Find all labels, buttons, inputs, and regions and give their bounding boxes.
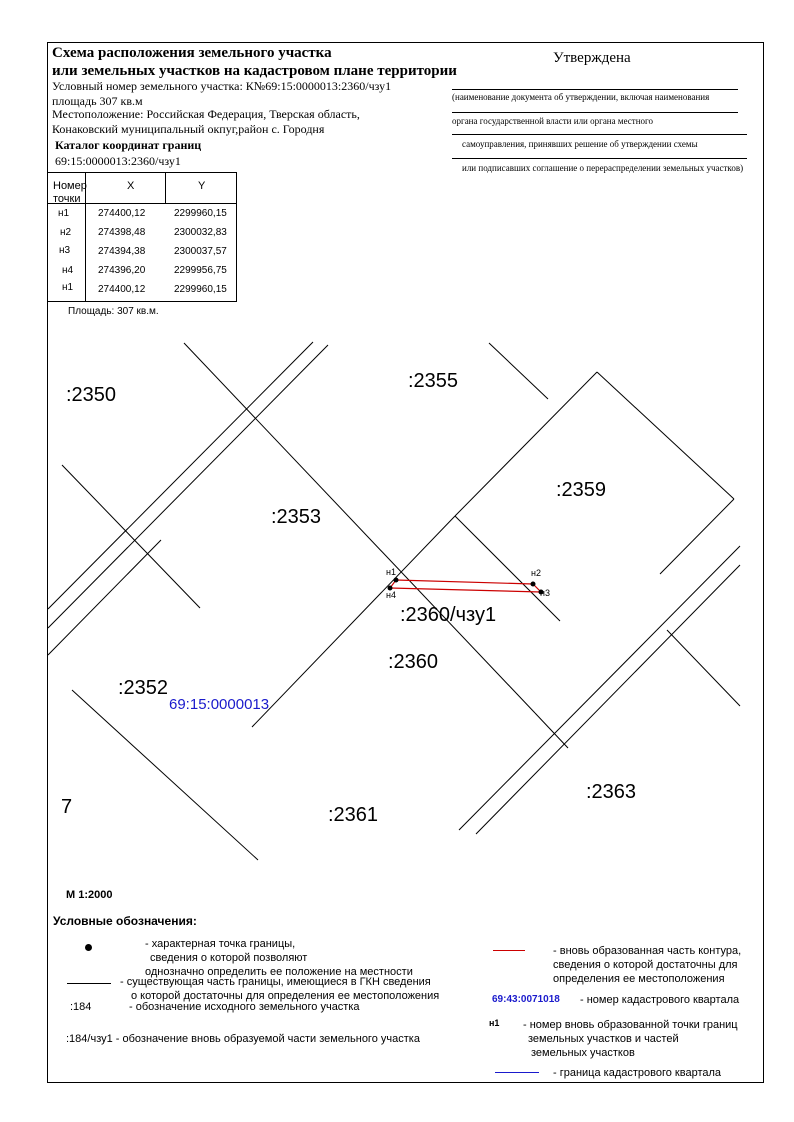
map-line xyxy=(48,342,313,609)
row-point: н3 xyxy=(59,245,71,256)
catalog-title: Каталог координат границ xyxy=(55,138,202,152)
legend-point-number-text: земельных участков xyxy=(531,1047,635,1059)
legend-existing-text: - существующая часть границы, имеющиеся в ГКН сведения xyxy=(120,976,431,988)
parcel-label: :2352 xyxy=(118,677,169,699)
legend-existing-symbol xyxy=(67,983,111,984)
map-line xyxy=(48,540,161,655)
legend-point-text: однозначно определить ее положение на местности xyxy=(145,966,413,978)
area-note: Площадь: 307 кв.м. xyxy=(68,306,159,317)
map-line xyxy=(535,713,568,748)
row-x: 274396,20 xyxy=(98,265,146,276)
parcel-label: :2360 xyxy=(388,651,439,673)
new-boundary-line xyxy=(390,588,541,592)
col-header-x: X xyxy=(127,180,135,192)
map-line xyxy=(184,343,535,713)
parcel-label: :2360/чзу1 xyxy=(400,604,497,626)
legend-red-symbol xyxy=(493,950,525,951)
point-label: н1 xyxy=(386,567,396,577)
col-header-number: Номер точки xyxy=(53,180,87,205)
legend-point-text: - характерная точка границы, xyxy=(145,938,296,950)
parcel-label: :2363 xyxy=(586,781,637,803)
legend-existing-text: о которой достаточны для определения ее местоположения xyxy=(131,990,440,1002)
conditional-number: Условный номер земельного участка: К№69:15:0000013:2360/чзу1 xyxy=(52,79,392,93)
title-line-2: или земельных участков на кадастровом плане территории xyxy=(52,63,457,79)
parcel-label: :2355 xyxy=(408,370,459,392)
legend-quarter-text: - номер кадастрового квартала xyxy=(580,994,740,1006)
row-x: 274400,12 xyxy=(98,284,146,295)
approval-note-3: самоуправления, принявших решение об утверждении схемы xyxy=(462,139,698,149)
row-point: н2 xyxy=(60,227,72,238)
legend-red-text: определения ее местоположения xyxy=(553,973,725,985)
legend-source-text: - обозначение исходного земельного участка xyxy=(129,1001,360,1013)
map-line xyxy=(62,465,200,608)
row-y: 2300032,83 xyxy=(174,227,227,238)
legend-point-number-text: земельных участков и частей xyxy=(528,1033,679,1045)
row-y: 2299956,75 xyxy=(174,265,227,276)
legend-point-number-text: - номер вновь образованной точки границ xyxy=(523,1019,738,1031)
boundary-point xyxy=(394,578,399,583)
row-y: 2300037,57 xyxy=(174,246,227,257)
legend-red-text: - вновь образованная часть контура, xyxy=(553,945,742,957)
scale-label: М 1:2000 xyxy=(66,889,113,901)
approved-title: Утверждена xyxy=(553,50,631,66)
row-x: 274400,12 xyxy=(98,208,146,219)
row-y: 2299960,15 xyxy=(174,284,227,295)
parcel-label: :2361 xyxy=(328,804,379,826)
legend-title: Условные обозначения: xyxy=(53,914,197,928)
point-label: н4 xyxy=(386,590,396,600)
parcel-label: :2350 xyxy=(66,384,117,406)
row-x: 274398,48 xyxy=(98,227,146,238)
parcel-label: 7 xyxy=(61,796,73,818)
approval-note-4: или подписавших соглашение о перераспределении земельных участков) xyxy=(462,163,744,173)
point-label: н2 xyxy=(531,568,541,578)
map-line xyxy=(597,372,734,499)
legend-quarter-border-symbol xyxy=(495,1072,539,1073)
legend-quarter-code: 69:43:0071018 xyxy=(492,994,560,1005)
new-boundary-line xyxy=(396,580,533,584)
row-point: н1 xyxy=(62,282,74,293)
parcel-label: :2353 xyxy=(271,506,322,528)
location-line-2: Конаковский муниципальный окпуг,район с. Городня xyxy=(52,122,325,136)
legend-red-text: сведения о которой достаточны для xyxy=(553,959,738,971)
legend-point-text: сведения о которой позволяют xyxy=(150,952,308,964)
row-point: н4 xyxy=(62,265,74,276)
map-line xyxy=(667,630,740,706)
location-line-1: Местоположение: Российская Федерация, Тверская область, xyxy=(52,107,360,121)
map-line xyxy=(72,690,258,860)
approval-note-2: органа государственной власти или органа местного xyxy=(452,116,653,126)
legend-new-part-text: :184/чзу1 - обозначение вновь образуемой части земельного участка xyxy=(66,1033,420,1045)
title-line-1: Схема расположения земельного участка xyxy=(52,45,332,61)
boundary-point xyxy=(531,582,536,587)
col-header-y: Y xyxy=(198,180,206,192)
parcel-label: :2359 xyxy=(556,479,607,501)
row-y: 2299960,15 xyxy=(174,208,227,219)
area-text: площадь 307 кв.м xyxy=(52,94,143,108)
quarter-label: 69:15:0000013 xyxy=(169,696,270,713)
map-line xyxy=(489,343,548,399)
legend-source-code: :184 xyxy=(70,1001,92,1013)
legend-quarter-border-text: - граница кадастрового квартала xyxy=(553,1067,722,1079)
approval-note-1: (наименование документа об утверждении, включая наименования xyxy=(452,92,710,102)
row-point: н1 xyxy=(58,208,70,219)
row-x: 274394,38 xyxy=(98,246,146,257)
legend-point-code: н1 xyxy=(489,1018,500,1028)
catalog-id: 69:15:0000013:2360/чзу1 xyxy=(55,154,181,168)
point-label: н3 xyxy=(540,588,550,598)
legend-point-symbol xyxy=(85,944,92,951)
